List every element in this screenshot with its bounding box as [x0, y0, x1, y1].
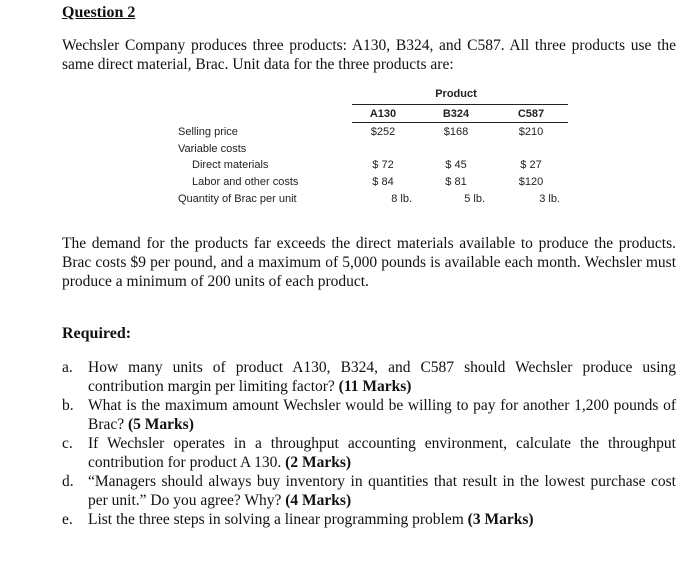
cell-labor-costs-b324: $ 81: [445, 176, 467, 188]
item-marks: (3 Marks): [467, 511, 534, 528]
row-label-variable-costs: Variable costs: [178, 143, 247, 155]
column-header-c587: C587: [517, 108, 545, 120]
cell-selling-price-c587: $210: [518, 126, 544, 138]
cell-selling-price-b324: $168: [443, 126, 469, 138]
cell-labor-costs-c587: $120: [518, 176, 544, 188]
product-data-table: [0, 0, 700, 230]
item-marks: (11 Marks): [338, 378, 412, 395]
item-text: How many units of product A130, B324, and C587 should Wechsler produce using contribution margin per limiting factor?: [88, 359, 676, 395]
item-letter: a.: [62, 359, 73, 376]
row-label-brac-quantity: Quantity of Brac per unit: [178, 193, 297, 205]
column-header-a130: A130: [369, 108, 397, 120]
item-letter: d.: [62, 473, 74, 490]
cell-labor-costs-a130: $ 84: [372, 176, 394, 188]
item-letter: b.: [62, 397, 74, 414]
item-letter: e.: [62, 511, 73, 528]
required-item-b: [62, 396, 676, 434]
cell-brac-quantity-c587: 3 lb.: [539, 193, 560, 205]
cell-direct-materials-a130: $ 72: [372, 159, 394, 171]
column-header-rule: [352, 122, 568, 123]
item-text: What is the maximum amount Wechsler would be willing to pay for another 1,200 pounds of Brac?: [88, 397, 676, 433]
item-text: List the three steps in solving a linear programming problem: [88, 511, 464, 528]
item-letter: c.: [62, 435, 73, 452]
cell-brac-quantity-b324: 5 lb.: [464, 193, 485, 205]
required-item-a: [62, 358, 676, 396]
item-marks: (4 Marks): [285, 492, 352, 509]
demand-paragraph: The demand for the products far exceeds the direct materials available to produce the products. Brac costs $9 per pound, and a maximum of 5,000 pounds is available each month. Wechsler must produce a minimum of 200 units of each product.: [62, 235, 676, 290]
cell-direct-materials-b324: $ 45: [445, 159, 467, 171]
group-header-product: Product: [435, 88, 477, 100]
row-label-labor-costs: Labor and other costs: [192, 176, 299, 188]
column-header-b324: B324: [442, 108, 470, 120]
required-item-c: [62, 434, 676, 472]
cell-brac-quantity-a130: 8 lb.: [391, 193, 412, 205]
required-list: [62, 358, 676, 529]
item-marks: (2 Marks): [285, 454, 352, 471]
required-item-d: [62, 472, 676, 510]
required-item-e: [62, 510, 676, 529]
cell-direct-materials-c587: $ 27: [520, 159, 542, 171]
item-text: “Managers should always buy inventory in quantities that result in the lowest purchase cost per unit.” Do you agree? Why?: [88, 473, 676, 509]
item-text: If Wechsler operates in a throughput accounting environment, calculate the throughput contribution for product A 130.: [88, 435, 676, 471]
row-label-direct-materials: Direct materials: [192, 159, 269, 171]
question-title: Question 2: [62, 4, 136, 21]
cell-selling-price-a130: $252: [370, 126, 396, 138]
group-header-rule: [352, 104, 568, 105]
required-heading: Required:: [62, 325, 132, 342]
row-label-selling-price: Selling price: [178, 126, 238, 138]
intro-paragraph: Wechsler Company produces three products: A130, B324, and C587. All three products use the same direct material, Brac. Unit data for the three products are:: [62, 37, 676, 73]
item-marks: (5 Marks): [128, 416, 194, 433]
